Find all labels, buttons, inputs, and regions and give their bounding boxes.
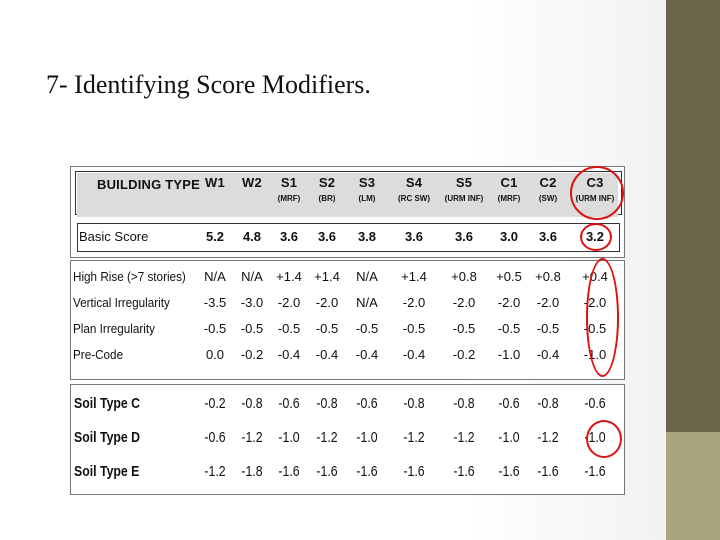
- soil-value: -1.6: [584, 463, 606, 480]
- modifier-value: -2.0: [536, 295, 560, 310]
- modifier-value: -2.0: [315, 295, 339, 310]
- soil-value: -1.6: [278, 463, 300, 480]
- soil-value: -1.2: [241, 429, 263, 446]
- basic-score-value: 4.8: [242, 229, 262, 244]
- soil-value: -1.6: [403, 463, 425, 480]
- soil-value: -1.8: [241, 463, 263, 480]
- c3-modifier-circle: [586, 258, 619, 377]
- soil-value: -1.2: [537, 429, 559, 446]
- modifier-value: -2.0: [583, 295, 607, 310]
- soil-value: -0.2: [204, 395, 226, 412]
- basic-score-value: 5.2: [205, 229, 225, 244]
- modifier-value: +1.4: [276, 269, 302, 284]
- modifier-value: -0.4: [355, 347, 379, 362]
- header-label: BUILDING TYPE: [97, 177, 200, 192]
- modifier-value: +1.4: [314, 269, 340, 284]
- modifier-value: -0.4: [536, 347, 560, 362]
- modifier-value: -0.5: [203, 321, 227, 336]
- basic-score-value: 3.0: [499, 229, 519, 244]
- modifier-value: N/A: [204, 269, 226, 284]
- modifier-value: -2.0: [277, 295, 301, 310]
- soil-value: -1.2: [316, 429, 338, 446]
- modifier-value: +0.5: [496, 269, 522, 284]
- modifier-value: +0.8: [535, 269, 561, 284]
- soil-value: -1.2: [453, 429, 475, 446]
- modifier-value: -0.4: [277, 347, 301, 362]
- modifier-value: -0.5: [315, 321, 339, 336]
- c3-basic-score-circle: [580, 223, 612, 251]
- column-code-s1: S1: [280, 175, 298, 190]
- soil-value: -0.6: [584, 395, 606, 412]
- column-code-c2: C2: [539, 175, 557, 190]
- column-code-w2: W2: [242, 175, 262, 190]
- modifier-value: -2.0: [402, 295, 426, 310]
- column-code-c1: C1: [500, 175, 518, 190]
- c3-header-circle: [570, 166, 624, 220]
- soil-value: -0.8: [403, 395, 425, 412]
- soil-value: -1.2: [403, 429, 425, 446]
- basic-score-value: 3.6: [404, 229, 424, 244]
- soil-value: -0.8: [453, 395, 475, 412]
- modifier-value: +1.4: [401, 269, 427, 284]
- modifier-value: -0.2: [452, 347, 476, 362]
- modifier-value: N/A: [356, 295, 378, 310]
- modifier-label: Pre-Code: [73, 347, 124, 362]
- soil-label: Soil Type E: [74, 463, 140, 480]
- column-code-s3: S3: [358, 175, 376, 190]
- soil-value: -1.6: [316, 463, 338, 480]
- modifier-label: High Rise (>7 stories): [73, 269, 186, 284]
- modifier-value: -0.5: [536, 321, 560, 336]
- basic-score-value: 3.6: [538, 229, 558, 244]
- modifier-value: -0.5: [583, 321, 607, 336]
- modifier-value: -3.0: [240, 295, 264, 310]
- column-sub-c2: (SW): [538, 194, 558, 203]
- modifier-value: -0.4: [402, 347, 426, 362]
- column-code-c3: C3: [586, 175, 604, 190]
- column-sub-s3: (LM): [358, 194, 376, 203]
- slide-title: 7- Identifying Score Modifiers.: [46, 70, 371, 99]
- modifier-label: Vertical Irregularity: [73, 295, 170, 310]
- modifier-value: -0.5: [277, 321, 301, 336]
- column-code-w1: W1: [205, 175, 225, 190]
- modifier-value: -0.5: [355, 321, 379, 336]
- soil-label: Soil Type D: [74, 429, 141, 446]
- soil-value: -0.6: [498, 395, 520, 412]
- modifier-value: -1.0: [583, 347, 607, 362]
- modifier-value: -0.5: [402, 321, 426, 336]
- basic-score-value: 3.6: [454, 229, 474, 244]
- soil-value: -1.0: [584, 429, 606, 446]
- basic-score-value: 3.6: [317, 229, 337, 244]
- soil-d-circle: [586, 420, 622, 458]
- basic-score-label: Basic Score: [79, 229, 149, 244]
- modifier-value: -3.5: [203, 295, 227, 310]
- column-sub-c1: (MRF): [497, 194, 521, 203]
- modifier-value: -2.0: [452, 295, 476, 310]
- accent-bar-light: [666, 432, 720, 540]
- column-sub-s2: (BR): [318, 194, 336, 203]
- soil-value: -1.6: [356, 463, 378, 480]
- basic-score-value: 3.8: [357, 229, 377, 244]
- modifier-value: +0.4: [582, 269, 608, 284]
- modifier-value: -0.5: [452, 321, 476, 336]
- building-type-panel: [70, 166, 625, 258]
- modifier-value: N/A: [356, 269, 378, 284]
- modifier-value: N/A: [241, 269, 263, 284]
- modifiers-panel: [70, 260, 625, 380]
- column-code-s2: S2: [318, 175, 336, 190]
- modifier-value: -0.4: [315, 347, 339, 362]
- soil-value: -0.8: [241, 395, 263, 412]
- modifier-value: -0.5: [497, 321, 521, 336]
- soil-value: -0.8: [537, 395, 559, 412]
- soil-value: -1.6: [453, 463, 475, 480]
- soil-value: -1.6: [537, 463, 559, 480]
- soil-value: -1.2: [204, 463, 226, 480]
- soil-value: -0.6: [356, 395, 378, 412]
- basic-score-value: 3.2: [585, 229, 605, 244]
- soil-panel: [70, 384, 625, 495]
- soil-value: -0.6: [278, 395, 300, 412]
- soil-value: -1.0: [498, 429, 520, 446]
- modifier-value: +0.8: [451, 269, 477, 284]
- modifier-value: -2.0: [497, 295, 521, 310]
- soil-label: Soil Type C: [74, 395, 141, 412]
- modifier-value: -0.2: [240, 347, 264, 362]
- column-sub-s1: (MRF): [277, 194, 301, 203]
- modifier-value: 0.0: [205, 347, 225, 362]
- column-code-s4: S4: [405, 175, 423, 190]
- modifier-value: -1.0: [497, 347, 521, 362]
- modifier-value: -0.5: [240, 321, 264, 336]
- soil-value: -0.8: [316, 395, 338, 412]
- column-code-s5: S5: [455, 175, 473, 190]
- soil-value: -0.6: [204, 429, 226, 446]
- soil-value: -1.0: [278, 429, 300, 446]
- soil-value: -1.0: [356, 429, 378, 446]
- column-sub-c3: (URM INF): [575, 194, 615, 203]
- basic-score-value: 3.6: [279, 229, 299, 244]
- column-sub-s5: (URM INF): [444, 194, 484, 203]
- column-sub-s4: (RC SW): [398, 194, 430, 203]
- soil-value: -1.6: [498, 463, 520, 480]
- modifier-label: Plan Irregularity: [73, 321, 155, 336]
